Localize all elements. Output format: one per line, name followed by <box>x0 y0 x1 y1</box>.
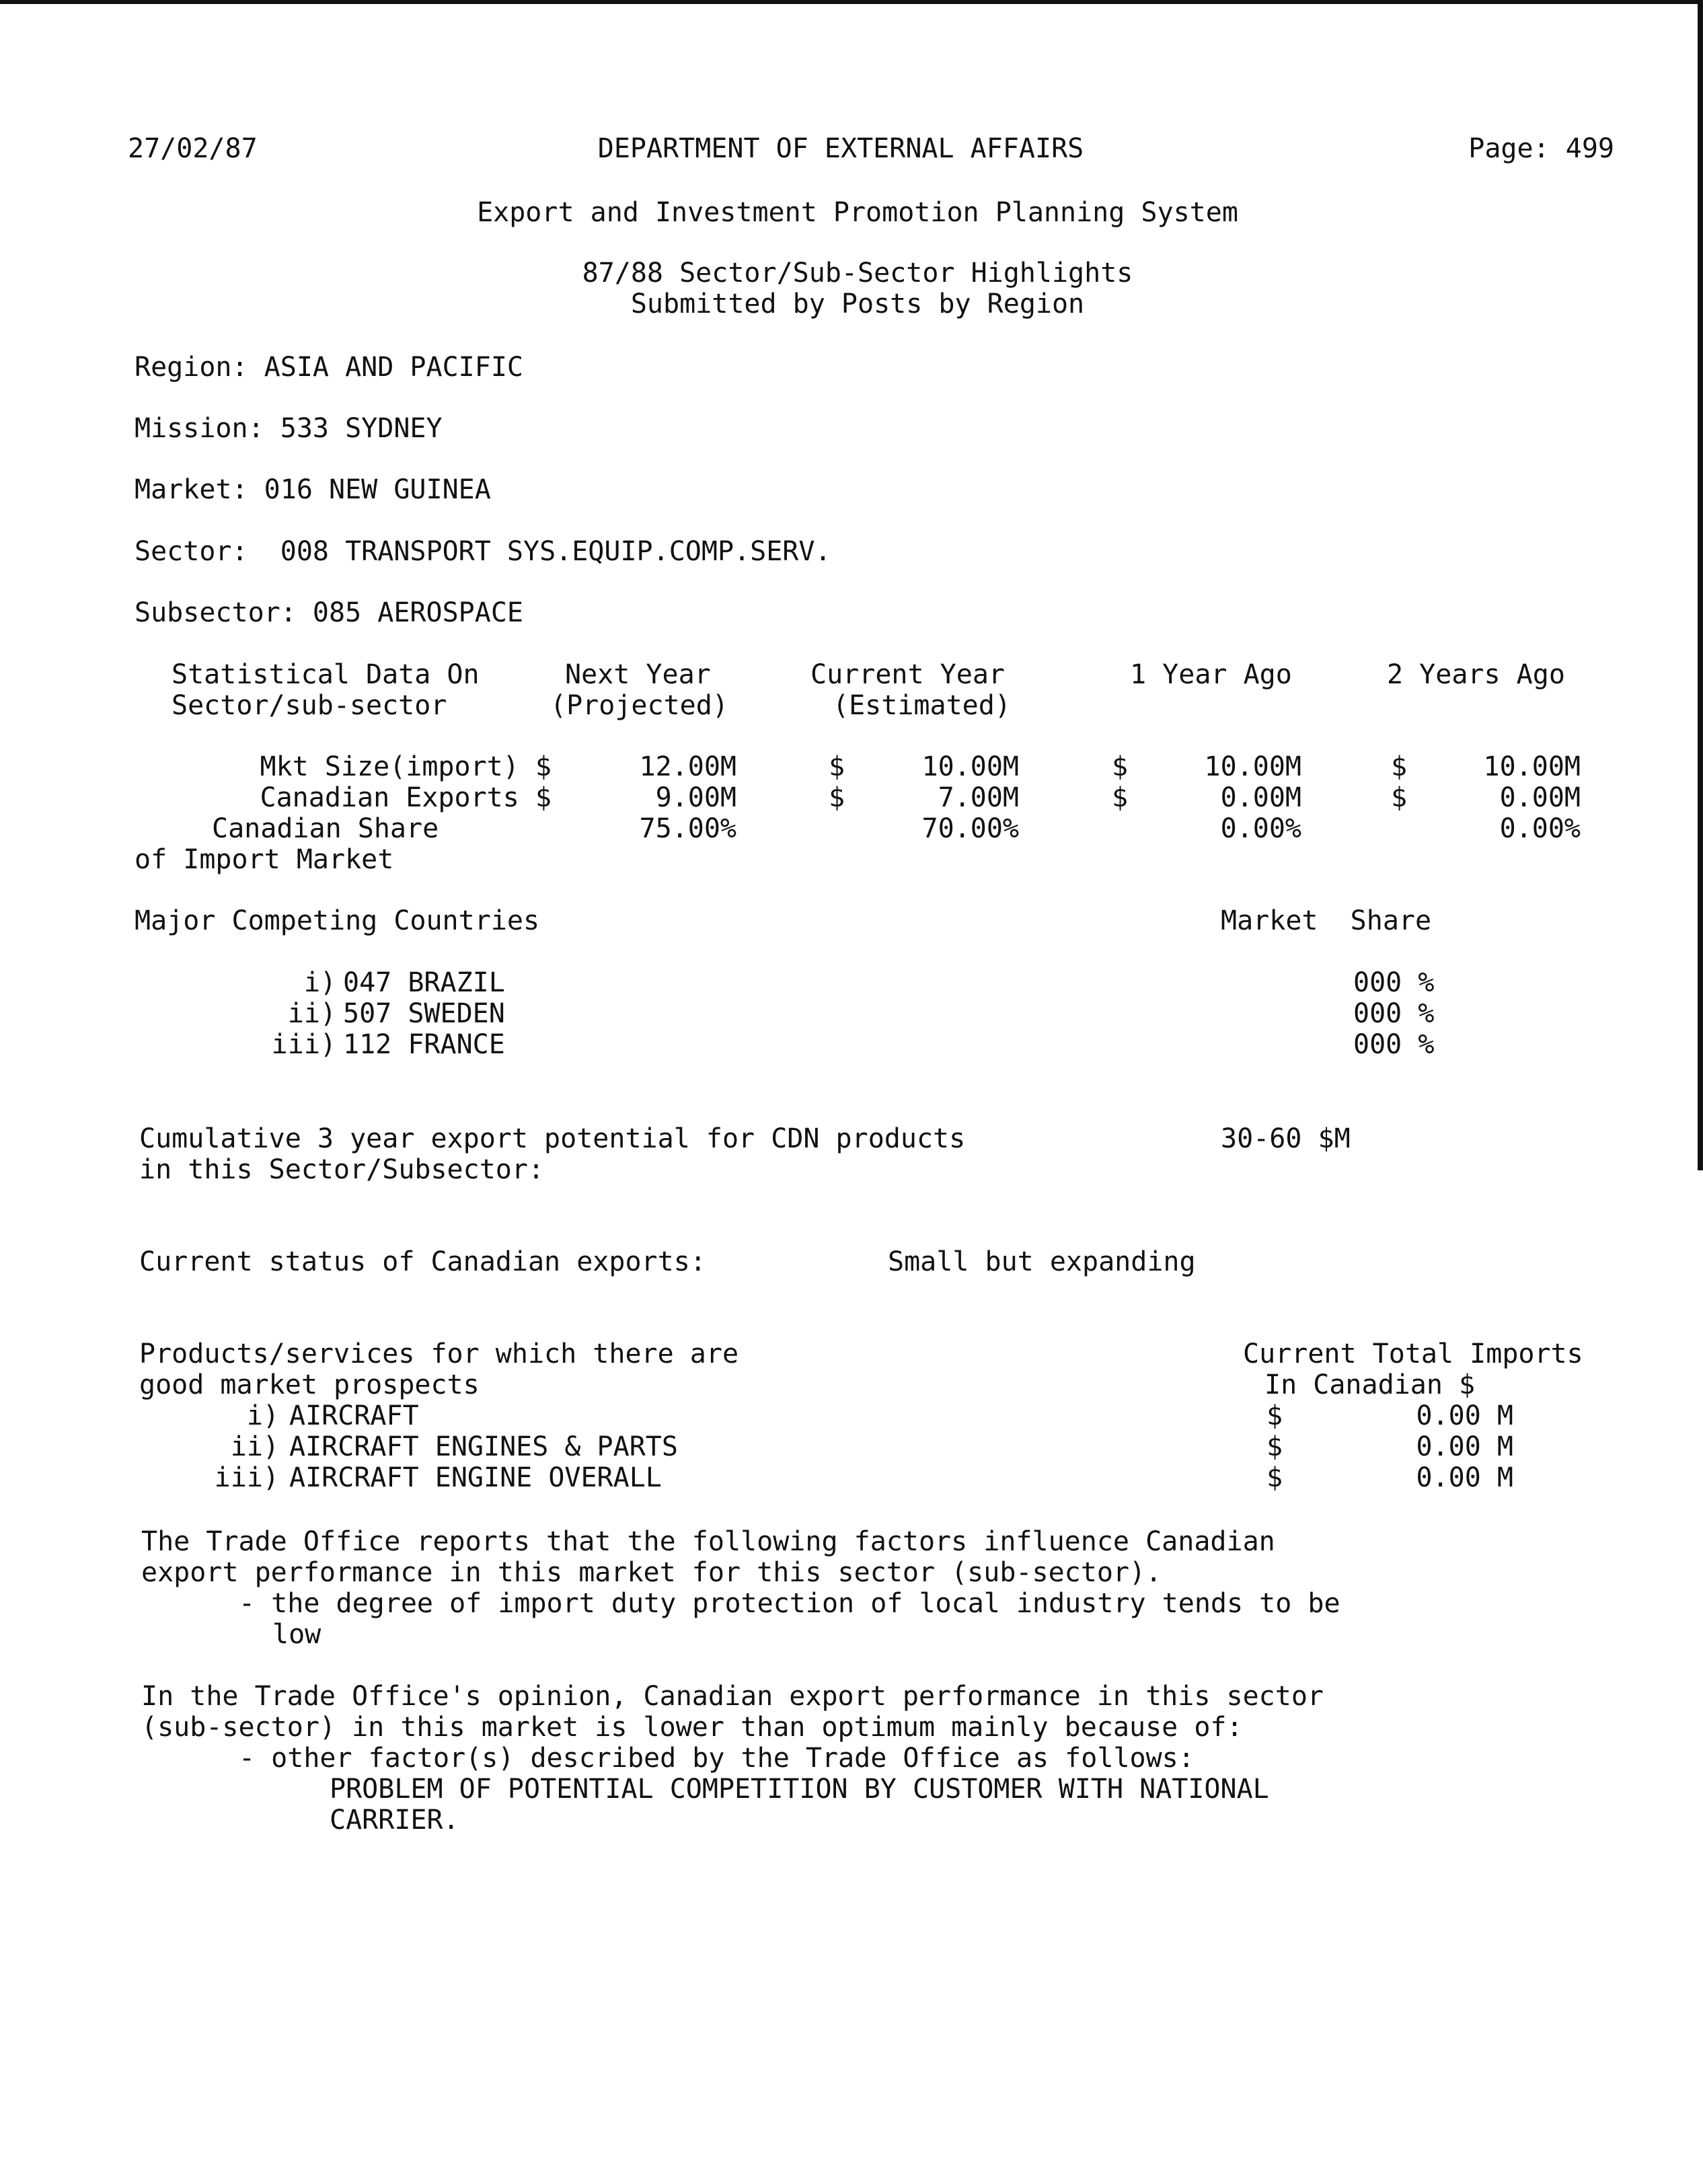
region-field <box>135 352 523 383</box>
currency-symbol: $ <box>829 782 845 813</box>
opinion-line1: In the Trade Office's opinion, Canadian export performance in this sector <box>141 1681 1324 1712</box>
opinion-bullet: - other factor(s) described by the Trade Office as follows: <box>239 1743 1195 1774</box>
product-currency: $ <box>1266 1431 1283 1462</box>
market-share-header: Market Share <box>1221 905 1432 936</box>
report-title: 87/88 Sector/Sub-Sector Highlights <box>582 258 1133 289</box>
col-next-year-sub: (Projected) <box>550 690 728 721</box>
potential-line1: Cumulative 3 year export potential for CDN products <box>139 1123 966 1154</box>
product-currency: $ <box>1266 1400 1283 1431</box>
mkt-size-2yr: 10.00M <box>1483 751 1581 782</box>
product-imports: 0.00 M <box>1416 1400 1513 1431</box>
product-name: AIRCRAFT <box>289 1400 419 1431</box>
share-1yr: 0.00% <box>1220 813 1301 844</box>
share-next: 75.00% <box>639 813 736 844</box>
share-current: 70.00% <box>921 813 1019 844</box>
col-current-year-sub: (Estimated) <box>833 690 1011 721</box>
product-name: AIRCRAFT ENGINES & PARTS <box>289 1431 678 1462</box>
subsector-field <box>135 597 523 628</box>
share-2yr: 0.00% <box>1499 813 1581 844</box>
mkt-size-current: 10.00M <box>921 751 1019 782</box>
competitors-title: Major Competing Countries <box>135 905 540 936</box>
subsector-label: Subsector: <box>135 597 297 628</box>
competitor-country: 047 BRAZIL <box>343 967 505 998</box>
competitor-country: 507 SWEDEN <box>343 998 505 1029</box>
product-currency: $ <box>1266 1462 1283 1493</box>
mkt-size-next: 12.00M <box>639 751 736 782</box>
stats-header-line1: Statistical Data On <box>172 659 480 690</box>
competitor-share: 000 % <box>1353 998 1435 1029</box>
currency-symbol: $ <box>1391 782 1408 813</box>
status-label: Current status of Canadian exports: <box>139 1246 706 1277</box>
products-line1: Products/services for which there are <box>139 1339 739 1369</box>
sector-value: 008 TRANSPORT SYS.EQUIP.COMP.SERV. <box>280 536 831 567</box>
market-label: Market: <box>135 474 248 505</box>
opinion-detail1: PROBLEM OF POTENTIAL COMPETITION BY CUSTOMER WITH NATIONAL <box>330 1774 1269 1805</box>
imports-header1: Current Total Imports <box>1243 1339 1583 1369</box>
col-current-year: Current Year <box>810 659 1005 690</box>
report-subtitle: Submitted by Posts by Region <box>630 289 1085 319</box>
opinion-detail2: CARRIER. <box>330 1805 459 1836</box>
product-num: ii) <box>230 1431 279 1462</box>
currency-symbol: $ <box>1112 782 1129 813</box>
row-share-label: Canadian Share <box>212 813 439 844</box>
competitor-num: ii) <box>287 998 336 1029</box>
products-line2: good market prospects <box>139 1369 480 1400</box>
currency-symbol: $ <box>1112 751 1129 782</box>
competitor-num: i) <box>303 967 336 998</box>
competitor-share: 000 % <box>1353 967 1435 998</box>
product-imports: 0.00 M <box>1416 1431 1513 1462</box>
scan-top-edge <box>0 0 1703 4</box>
mkt-size-1yr: 10.00M <box>1204 751 1301 782</box>
mission-field <box>135 413 443 444</box>
department-name: DEPARTMENT OF EXTERNAL AFFAIRS <box>597 133 1084 164</box>
col-next-year: Next Year <box>565 659 711 690</box>
col-2-years-ago: 2 Years Ago <box>1387 659 1565 690</box>
subsector-value: 085 AEROSPACE <box>312 597 523 628</box>
factors-line2: export performance in this market for this sector (sub-sector). <box>141 1557 1162 1588</box>
product-num: iii) <box>214 1462 279 1493</box>
row-exports-label: Canadian Exports $ <box>260 782 552 813</box>
competitor-num: iii) <box>271 1029 336 1060</box>
potential-value: 30-60 $M <box>1221 1123 1351 1154</box>
col-1-year-ago: 1 Year Ago <box>1130 659 1292 690</box>
competitor-country: 112 FRANCE <box>343 1029 505 1060</box>
market-field <box>135 474 491 505</box>
exports-current: 7.00M <box>938 782 1019 813</box>
currency-symbol: $ <box>1391 751 1408 782</box>
imports-header2: In Canadian $ <box>1264 1369 1476 1400</box>
mission-label: Mission: <box>135 413 264 444</box>
market-value: 016 NEW GUINEA <box>264 474 491 505</box>
factors-bullet-cont: low <box>272 1619 321 1650</box>
opinion-line2: (sub-sector) in this market is lower than optimum mainly because of: <box>141 1712 1243 1743</box>
exports-1yr: 0.00M <box>1220 782 1301 813</box>
scan-right-edge <box>1698 0 1703 1170</box>
competitor-share: 000 % <box>1353 1029 1435 1060</box>
sector-label: Sector: <box>135 536 248 567</box>
region-label: Region: <box>135 352 248 383</box>
potential-line2: in this Sector/Subsector: <box>139 1154 545 1185</box>
currency-symbol: $ <box>829 751 845 782</box>
factors-line1: The Trade Office reports that the following factors influence Canadian <box>141 1526 1275 1557</box>
product-imports: 0.00 M <box>1416 1462 1513 1493</box>
exports-next: 9.00M <box>655 782 736 813</box>
factors-bullet: - the degree of import duty protection of local industry tends to be <box>239 1588 1340 1619</box>
system-title: Export and Investment Promotion Planning System <box>477 197 1238 228</box>
mission-value: 533 SYDNEY <box>280 413 443 444</box>
sector-field <box>135 536 831 567</box>
region-value: ASIA AND PACIFIC <box>264 352 523 383</box>
page-number: Page: 499 <box>1468 133 1614 164</box>
product-name: AIRCRAFT ENGINE OVERALL <box>289 1462 662 1493</box>
status-value: Small but expanding <box>888 1246 1196 1277</box>
row-share-continuation: of Import Market <box>135 844 394 875</box>
exports-2yr: 0.00M <box>1499 782 1581 813</box>
row-mkt-size-label: Mkt Size(import) $ <box>260 751 552 782</box>
product-num: i) <box>246 1400 279 1431</box>
report-date: 27/02/87 <box>128 133 258 164</box>
stats-header-line2: Sector/sub-sector <box>172 690 447 721</box>
